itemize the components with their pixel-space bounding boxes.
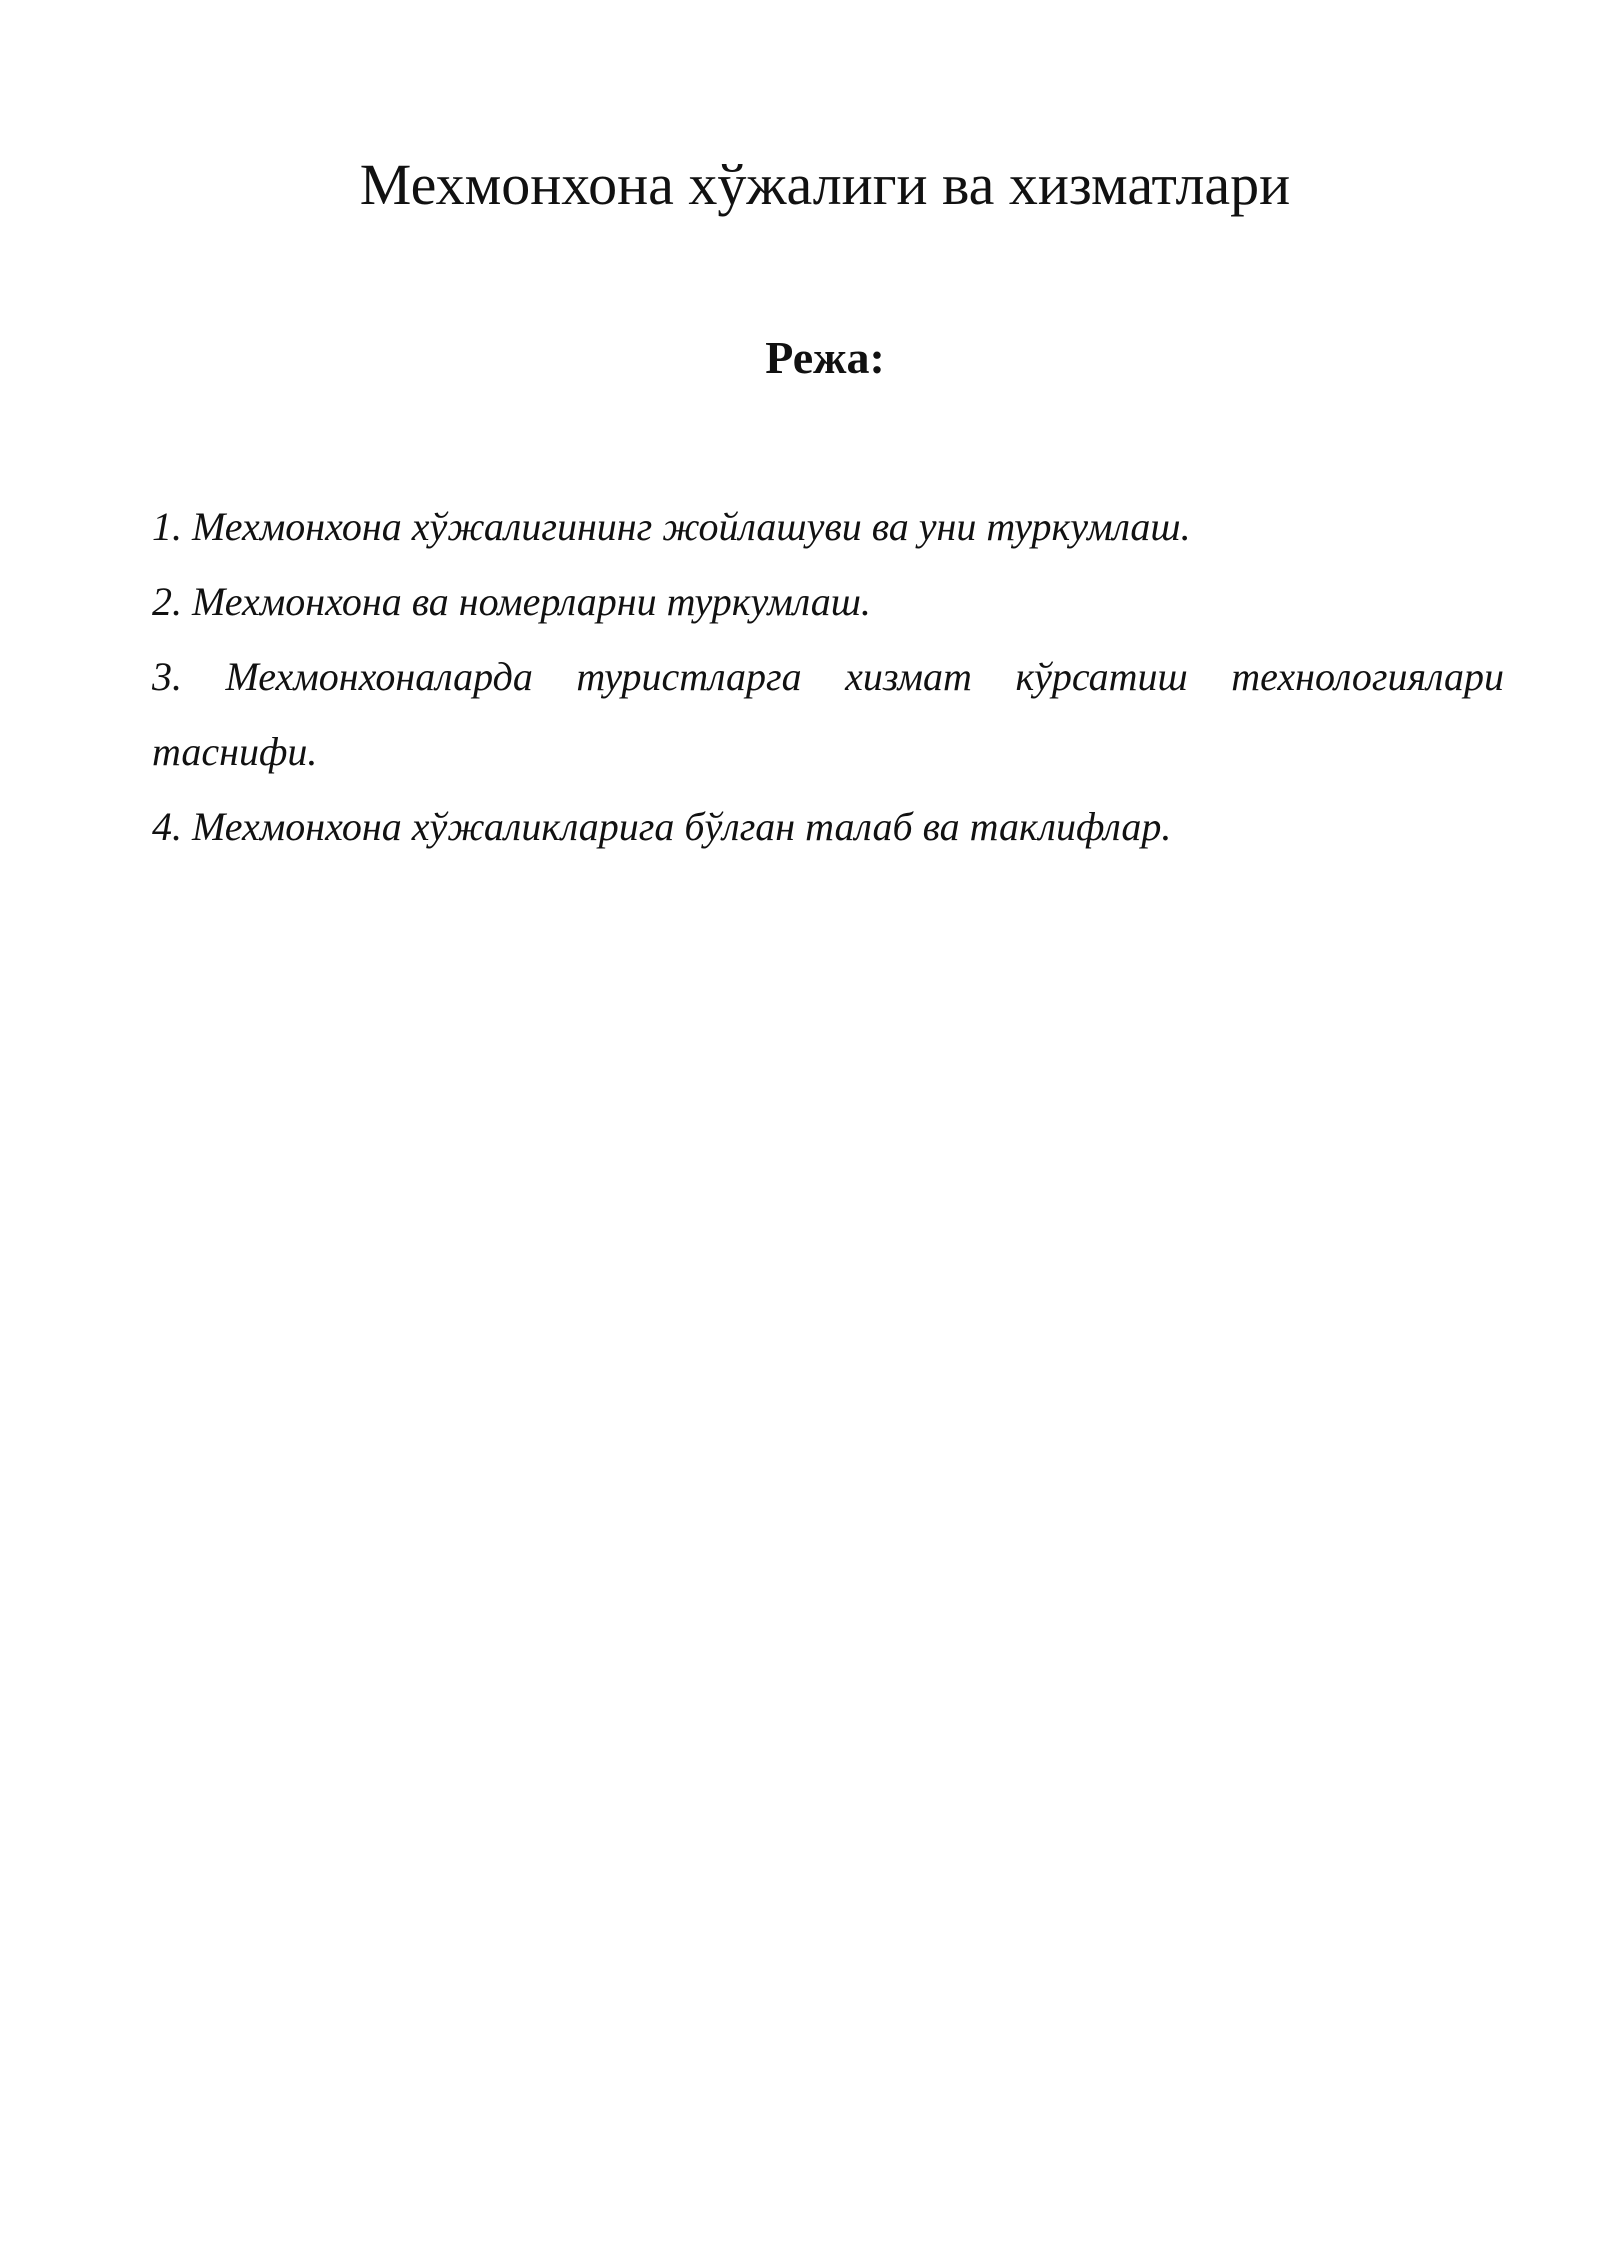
plan-item-2: 2. Мехмонхона ва номерларни туркумлаш. [152,579,871,624]
plan-heading: Режа: [765,332,885,383]
document-title: Мехмонхона хўжалиги ва хизматлари [359,152,1291,217]
plan-item-3: 3. Мехмонхоналарда туристларга хизмат кўрсатиш технологиялари таснифи. [152,654,1504,774]
plan-item-1: 1. Мехмонхона хўжалигининг жойлашуви ва уни туркумлаш. [152,504,1191,549]
plan-item-4: 4. Мехмонхона хўжаликларига бўлган талаб ва таклифлар. [152,804,1172,849]
plan-list [152,489,1504,864]
